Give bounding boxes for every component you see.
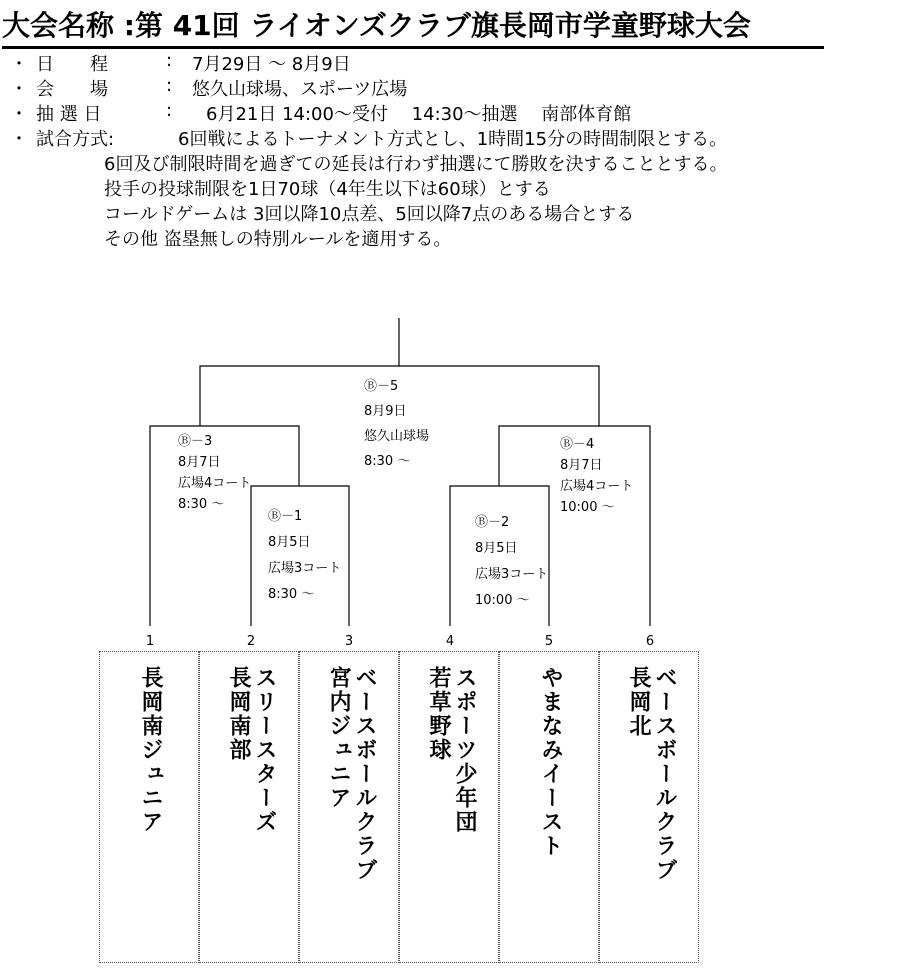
match-id: Ⓑ－4 xyxy=(560,437,595,452)
draw-label: 抽 選 日 xyxy=(36,104,102,125)
venue-label: 会 場 xyxy=(36,79,108,100)
match-id: Ⓑ－1 xyxy=(268,509,303,524)
match-b4 xyxy=(560,434,633,518)
match-id: Ⓑ－2 xyxy=(475,515,510,530)
rule-note: コールドゲームは 3回以降10点差、5回以降7点のある場合とする xyxy=(104,204,635,225)
team-name: やまなみイースト xyxy=(538,666,563,858)
match-place: 広場4コート xyxy=(178,476,252,491)
schedule-sep: : xyxy=(166,50,173,71)
seed-number: 4 xyxy=(445,634,455,649)
seed-number: 1 xyxy=(145,634,155,649)
team-name-line2: 宮内ジュニア xyxy=(326,666,351,810)
match-time: 8:30 ～ xyxy=(178,497,225,512)
team-name-line2: 長岡南部 xyxy=(226,666,251,762)
format-label: 試合方式: xyxy=(36,129,115,150)
bullet-draw: ・ xyxy=(10,104,28,125)
match-date: 8月5日 xyxy=(268,535,311,550)
tournament-title: 大会名称 :第 41回 ライオンズクラブ旗長岡市学童野球大会 xyxy=(2,6,824,49)
rule-note: その他 盗塁無しの特別ルールを適用する。 xyxy=(104,229,452,250)
match-place: 広場3コート xyxy=(475,567,549,582)
draw-value: 6月21日 14:00～受付 14:30～抽選 南部体育館 xyxy=(206,104,632,125)
match-date: 8月5日 xyxy=(475,541,518,556)
seed-number: 2 xyxy=(246,634,256,649)
match-date: 8月9日 xyxy=(364,404,407,419)
rule-note: 6回及び制限時間を過ぎての延長は行わず抽選にて勝敗を決することとする。 xyxy=(104,154,728,175)
team-box-3 xyxy=(299,651,399,963)
match-time: 8:30 ～ xyxy=(364,454,411,469)
team-name-line2: 若草野球 xyxy=(426,666,451,762)
team-name-line1: ベースボールクラブ xyxy=(652,666,677,882)
venue-sep: : xyxy=(166,75,173,96)
seed-number: 6 xyxy=(645,634,655,649)
match-b2 xyxy=(475,512,548,611)
bullet-schedule: ・ xyxy=(10,54,28,75)
team-box-1 xyxy=(99,651,199,963)
match-place: 悠久山球場 xyxy=(364,429,430,444)
bullet-format: ・ xyxy=(10,129,28,150)
team-name-line1: スリースターズ xyxy=(252,666,277,834)
team-box-4 xyxy=(399,651,499,963)
match-place: 広場3コート xyxy=(268,561,342,576)
match-time: 8:30 ～ xyxy=(268,587,315,602)
team-box-2 xyxy=(199,651,299,963)
match-time: 10:00 ～ xyxy=(475,593,530,608)
venue-value: 悠久山球場、スポーツ広場 xyxy=(192,79,408,100)
rule-note: 投手の投球制限を1日70球（4年生以下は60球）とする xyxy=(104,179,551,200)
match-b5 xyxy=(364,376,429,472)
match-id: Ⓑ－3 xyxy=(178,434,213,449)
schedule-label: 日 程 xyxy=(36,54,108,75)
seed-number: 5 xyxy=(544,634,554,649)
draw-sep: : xyxy=(166,100,173,121)
team-name-line2: 長岡北 xyxy=(626,666,651,738)
match-date: 8月7日 xyxy=(178,455,221,470)
schedule-value: 7月29日 ～ 8月9日 xyxy=(192,54,351,75)
match-time: 10:00 ～ xyxy=(560,500,615,515)
seed-number: 3 xyxy=(344,634,354,649)
match-b3 xyxy=(178,431,251,515)
team-box-6 xyxy=(599,651,699,963)
team-box-5 xyxy=(499,651,599,963)
match-place: 広場4コート xyxy=(560,479,634,494)
match-id: Ⓑ－5 xyxy=(364,379,399,394)
bullet-venue: ・ xyxy=(10,79,28,100)
format-value: 6回戦によるトーナメント方式とし、1時間15分の時間制限とする。 xyxy=(178,129,728,150)
team-name: 長岡南ジュニア xyxy=(138,666,163,834)
team-name-line1: ベースボールクラブ xyxy=(352,666,377,882)
match-date: 8月7日 xyxy=(560,458,603,473)
team-name-line1: スポーツ少年団 xyxy=(452,666,477,834)
match-b1 xyxy=(268,506,341,605)
